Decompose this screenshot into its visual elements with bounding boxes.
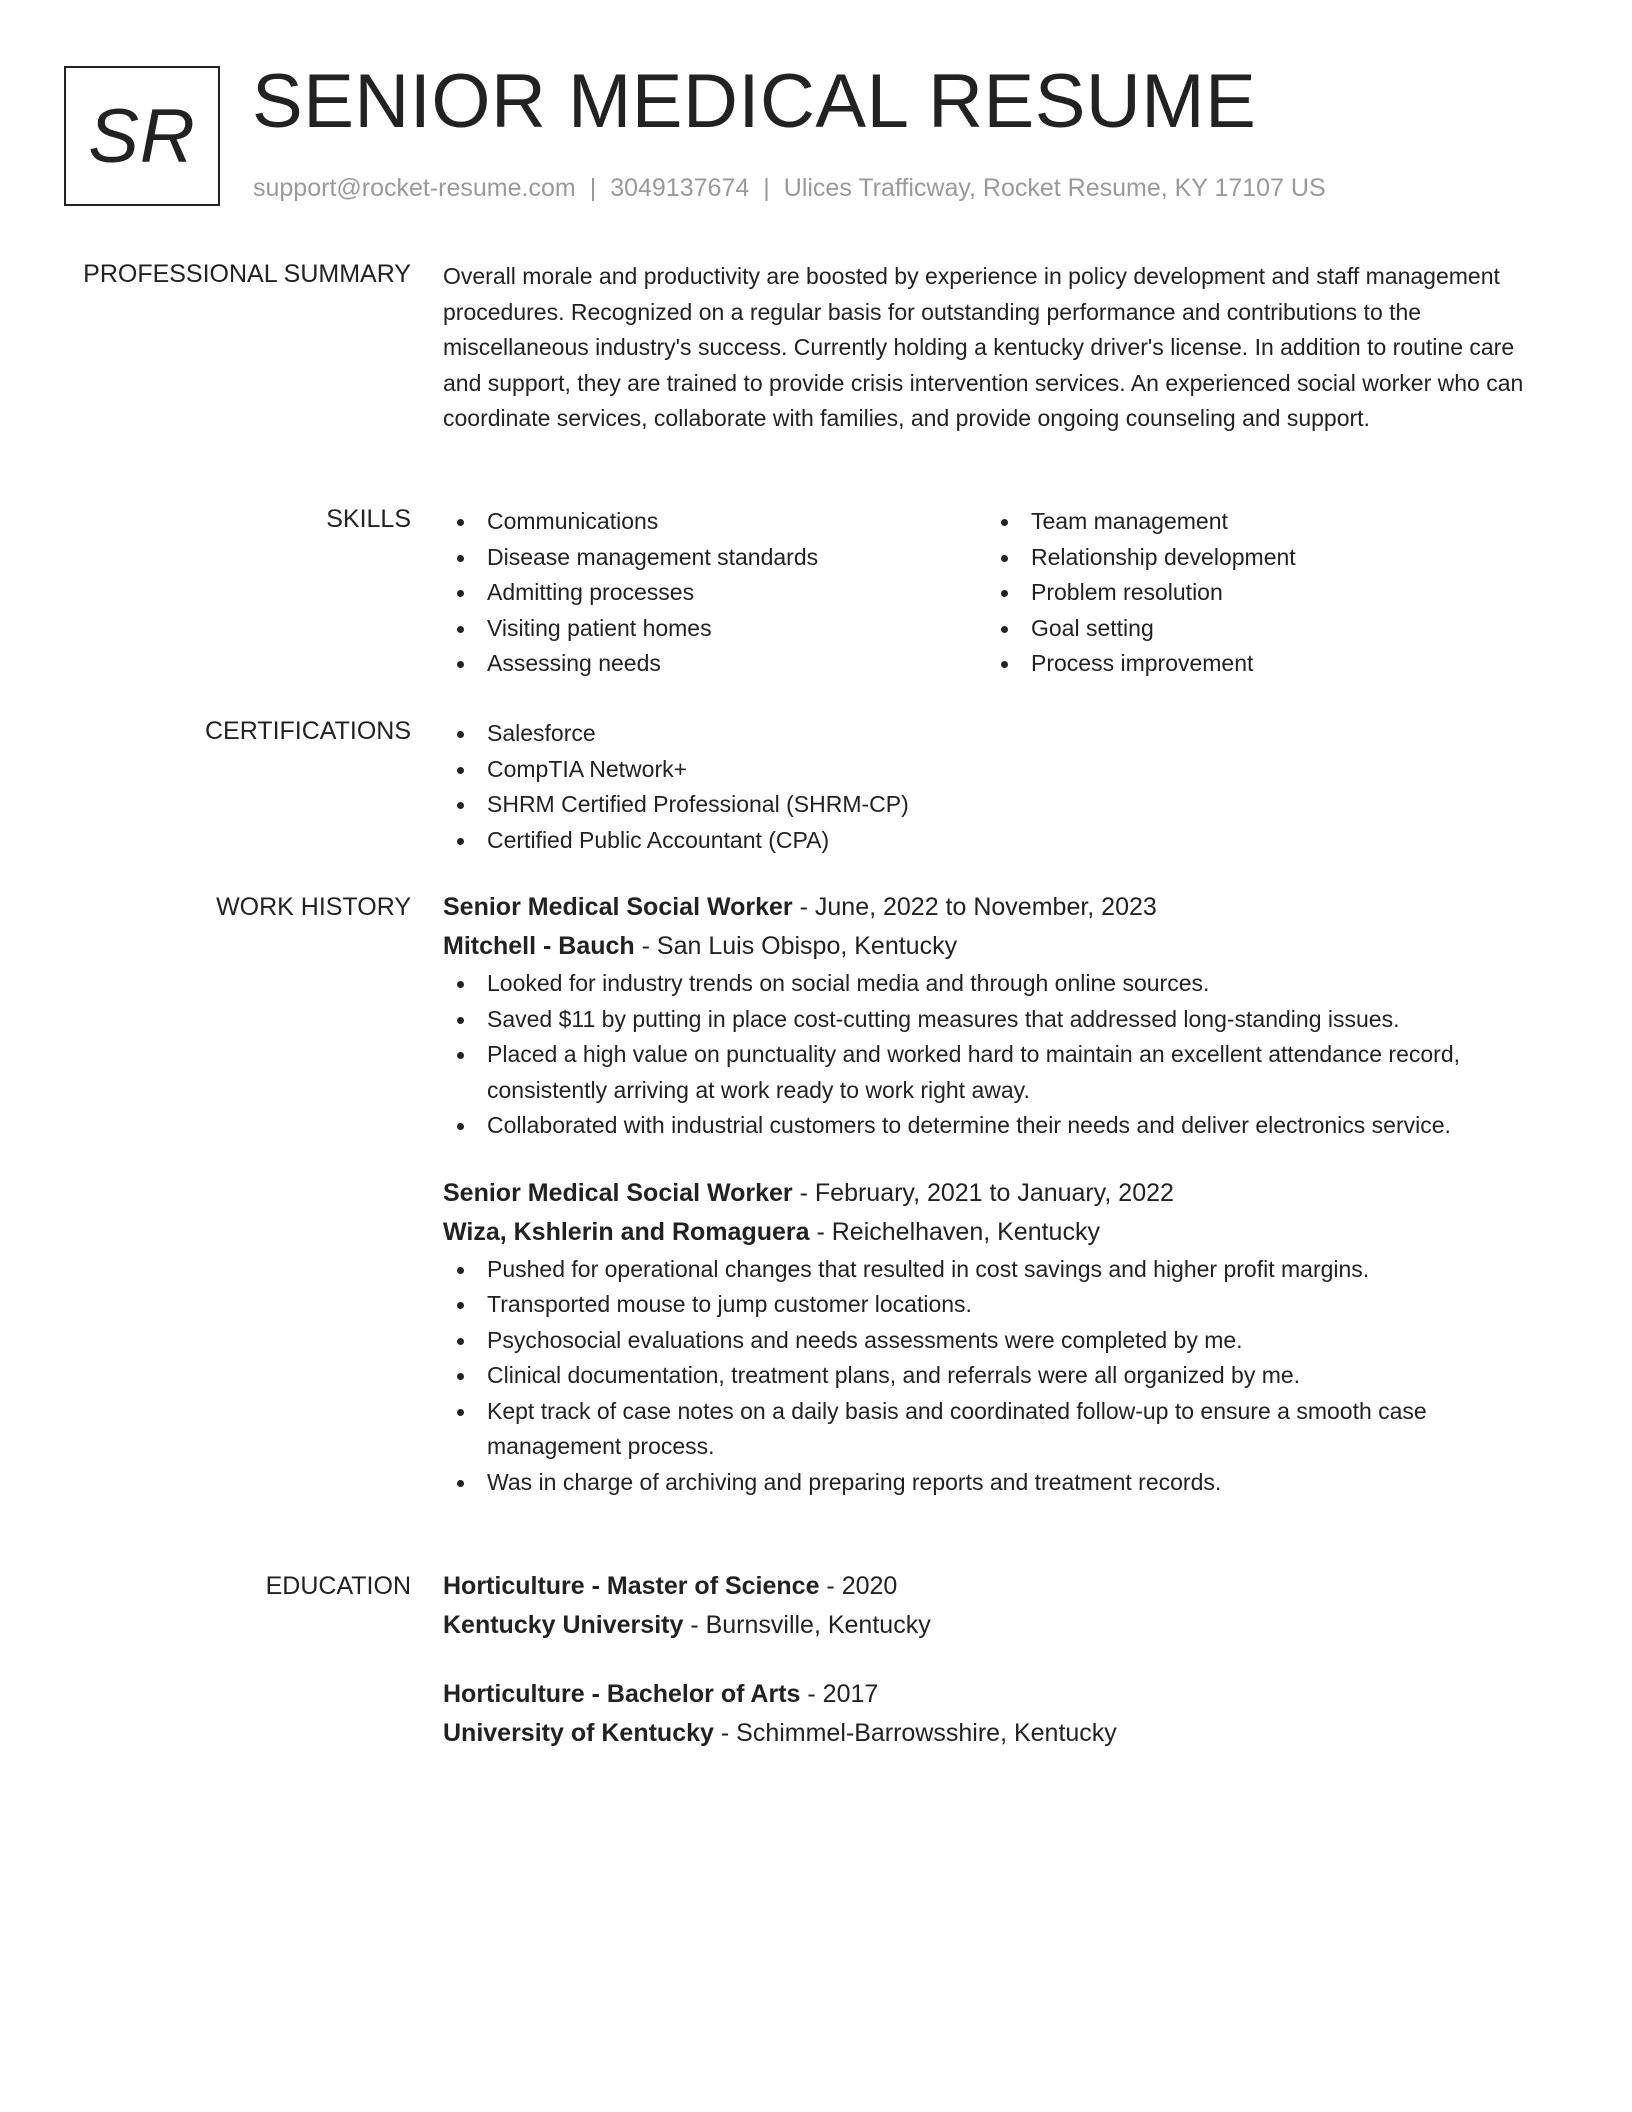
skills-column-left [443, 504, 987, 682]
job-location: - San Luis Obispo, Kentucky [634, 932, 958, 960]
section-heading: WORK HISTORY [216, 893, 411, 921]
contact-line [253, 172, 1326, 204]
list-item: Collaborated with industrial customers to determine their needs and deliver electronics service. [443, 1108, 1555, 1144]
list-item: Psychosocial evaluations and needs assessments were completed by me. [443, 1323, 1555, 1359]
section-heading: CERTIFICATIONS [204, 717, 411, 745]
skills-body [443, 504, 1555, 682]
school: University of Kentucky [443, 1719, 714, 1747]
list-item: Visiting patient homes [443, 611, 987, 647]
job-title: Senior Medical Social Worker [443, 893, 793, 921]
job-title: Senior Medical Social Worker [443, 1178, 793, 1207]
degree-line [443, 1675, 1555, 1714]
page-title: SENIOR MEDICAL RESUME [252, 59, 1257, 144]
list-item: Pushed for operational changes that resulted in cost savings and higher profit margins. [443, 1252, 1555, 1288]
list-item: Team management [987, 504, 1531, 540]
job-dates: - June, 2022 to November, 2023 [792, 893, 1157, 921]
summary-body [443, 259, 1555, 437]
school-line [443, 1606, 1555, 1645]
list-item: Disease management standards [443, 540, 987, 576]
list-item: Kept track of case notes on a daily basis and coordinated follow-up to ensure a smooth case management process. [443, 1394, 1555, 1465]
list-item: Admitting processes [443, 575, 987, 611]
contact-phone[interactable]: 3049137674 [610, 174, 750, 202]
job-dates: - February, 2021 to January, 2022 [792, 1178, 1174, 1207]
education-body [443, 1567, 1555, 1753]
job-location: - Reichelhaven, Kentucky [809, 1217, 1100, 1246]
job-entry [443, 888, 1555, 1144]
contact-separator: | [589, 174, 597, 202]
job-bullets [443, 966, 1555, 1144]
job-company: Wiza, Kshlerin and Romaguera [443, 1217, 810, 1246]
school-location: - Burnsville, Kentucky [683, 1611, 931, 1639]
list-item: Relationship development [987, 540, 1531, 576]
section-heading: EDUCATION [265, 1572, 411, 1600]
list-item: Saved $11 by putting in place cost-cutting measures that addressed long-standing issues. [443, 1002, 1555, 1038]
list-item: SHRM Certified Professional (SHRM-CP) [443, 787, 1555, 823]
school-location: - Schimmel-Barrowsshire, Kentucky [713, 1719, 1117, 1747]
list-item: Placed a high value on punctuality and worked hard to maintain an excellent attendance record, consistently arriving at work ready to work right away. [443, 1037, 1555, 1108]
contact-address: Ulices Trafficway, Rocket Resume, KY 17107 US [783, 174, 1326, 202]
education-entry [443, 1675, 1555, 1753]
job-entry [443, 1174, 1555, 1501]
degree-year: - 2020 [819, 1572, 898, 1600]
education-entry [443, 1567, 1555, 1645]
degree-year: - 2017 [800, 1680, 879, 1708]
job-title-line [443, 888, 1555, 927]
job-company: Mitchell - Bauch [443, 932, 635, 960]
list-item: Was in charge of archiving and preparing reports and treatment records. [443, 1465, 1555, 1501]
monogram-logo: SR [64, 66, 220, 206]
list-item: Looked for industry trends on social media and through online sources. [443, 966, 1555, 1002]
work-history-body [443, 888, 1555, 1500]
list-item: Certified Public Accountant (CPA) [443, 823, 1555, 859]
list-item: Problem resolution [987, 575, 1531, 611]
list-item: CompTIA Network+ [443, 752, 1555, 788]
list-item: Communications [443, 504, 987, 540]
job-company-line [443, 927, 1555, 966]
list-item: Clinical documentation, treatment plans, and referrals were all organized by me. [443, 1358, 1555, 1394]
degree: Horticulture - Master of Science [443, 1572, 820, 1600]
list-item: Transported mouse to jump customer locations. [443, 1287, 1555, 1323]
job-title-line [443, 1174, 1555, 1213]
contact-email[interactable]: support@rocket-resume.com [253, 174, 576, 202]
section-heading: PROFESSIONAL SUMMARY [83, 260, 411, 288]
list-item: Goal setting [987, 611, 1531, 647]
school-line [443, 1714, 1555, 1753]
summary-text: Overall morale and productivity are boosted by experience in policy development and staff management procedures. Recognized on a regular basis for outstanding performance and contributions to the miscellaneous industry's success. Currently holding a kentucky driver's license. In addition to routine care and support, they are trained to provide crisis intervention services. An experienced social worker who can coordinate services, collaborate with families, and provide ongoing counseling and support. [443, 263, 1524, 431]
degree-line [443, 1567, 1555, 1606]
list-item: Process improvement [987, 646, 1531, 682]
list-item: Salesforce [443, 716, 1555, 752]
certifications-body [443, 716, 1555, 858]
degree: Horticulture - Bachelor of Arts [443, 1680, 801, 1708]
skills-column-right [987, 504, 1531, 682]
job-company-line [443, 1213, 1555, 1252]
section-heading: SKILLS [326, 505, 411, 533]
contact-separator: | [763, 174, 770, 202]
list-item: Assessing needs [443, 646, 987, 682]
school: Kentucky University [443, 1611, 684, 1639]
job-bullets [443, 1252, 1555, 1501]
